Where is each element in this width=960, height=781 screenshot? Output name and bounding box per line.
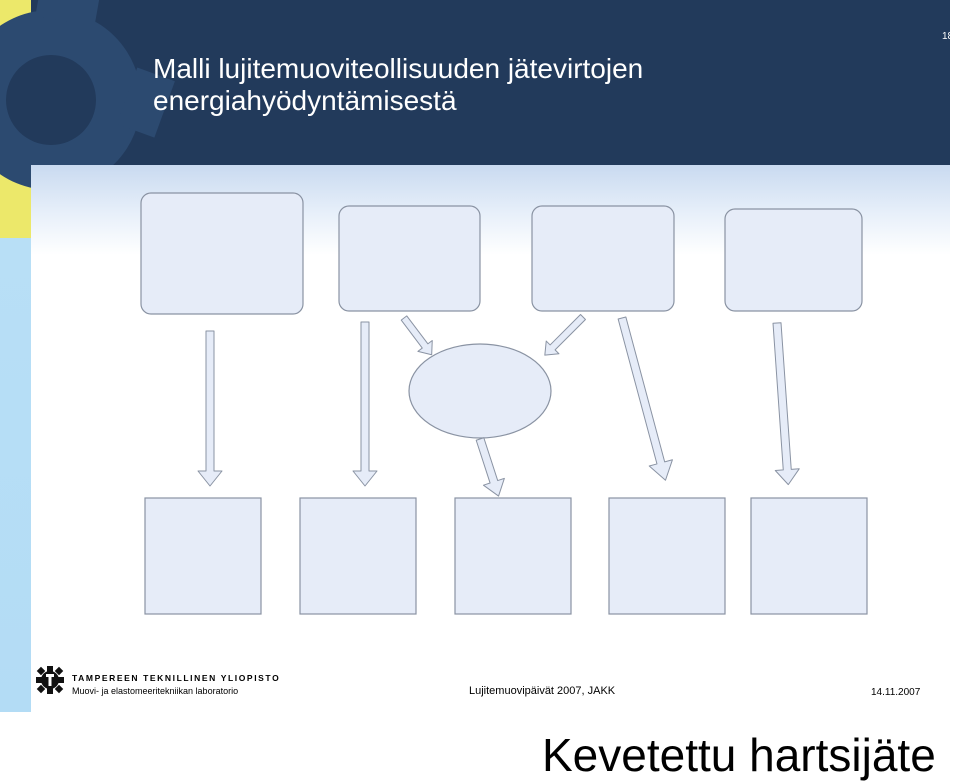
laboratory-name: Muovi- ja elastomeeritekniikan laboratorio (72, 686, 239, 696)
arrow-2 (353, 322, 377, 486)
center-ellipse (409, 344, 551, 438)
bottom-box-3 (455, 498, 571, 614)
top-box-3 (532, 206, 674, 311)
arrow-6 (610, 315, 677, 483)
bottom-box-4 (609, 498, 725, 614)
university-logo-icon (35, 665, 65, 695)
arrow-4 (538, 311, 589, 362)
slide-date: 14.11.2007 (871, 687, 921, 698)
top-box-1 (141, 193, 303, 314)
top-box-4 (725, 209, 862, 311)
page-number: 18 (942, 31, 954, 42)
title-line-1: Malli lujitemuoviteollisuuden jätevirtojen (153, 53, 644, 84)
arrow-5 (470, 436, 509, 500)
next-slide-title: Kevetettu hartsijäte (542, 729, 936, 781)
bottom-box-5 (751, 498, 867, 614)
university-name: TAMPEREEN TEKNILLINEN YLIOPISTO (72, 673, 281, 683)
arrow-3 (397, 313, 439, 361)
title-line-2: energiahyödyntämisestä (153, 85, 457, 116)
event-name: Lujitemuovipäivät 2007, JAKK (469, 685, 616, 697)
bottom-box-1 (145, 498, 261, 614)
top-box-2 (339, 206, 480, 311)
arrow-1 (198, 331, 222, 486)
bottom-box-2 (300, 498, 416, 614)
arrow-7 (765, 322, 800, 485)
